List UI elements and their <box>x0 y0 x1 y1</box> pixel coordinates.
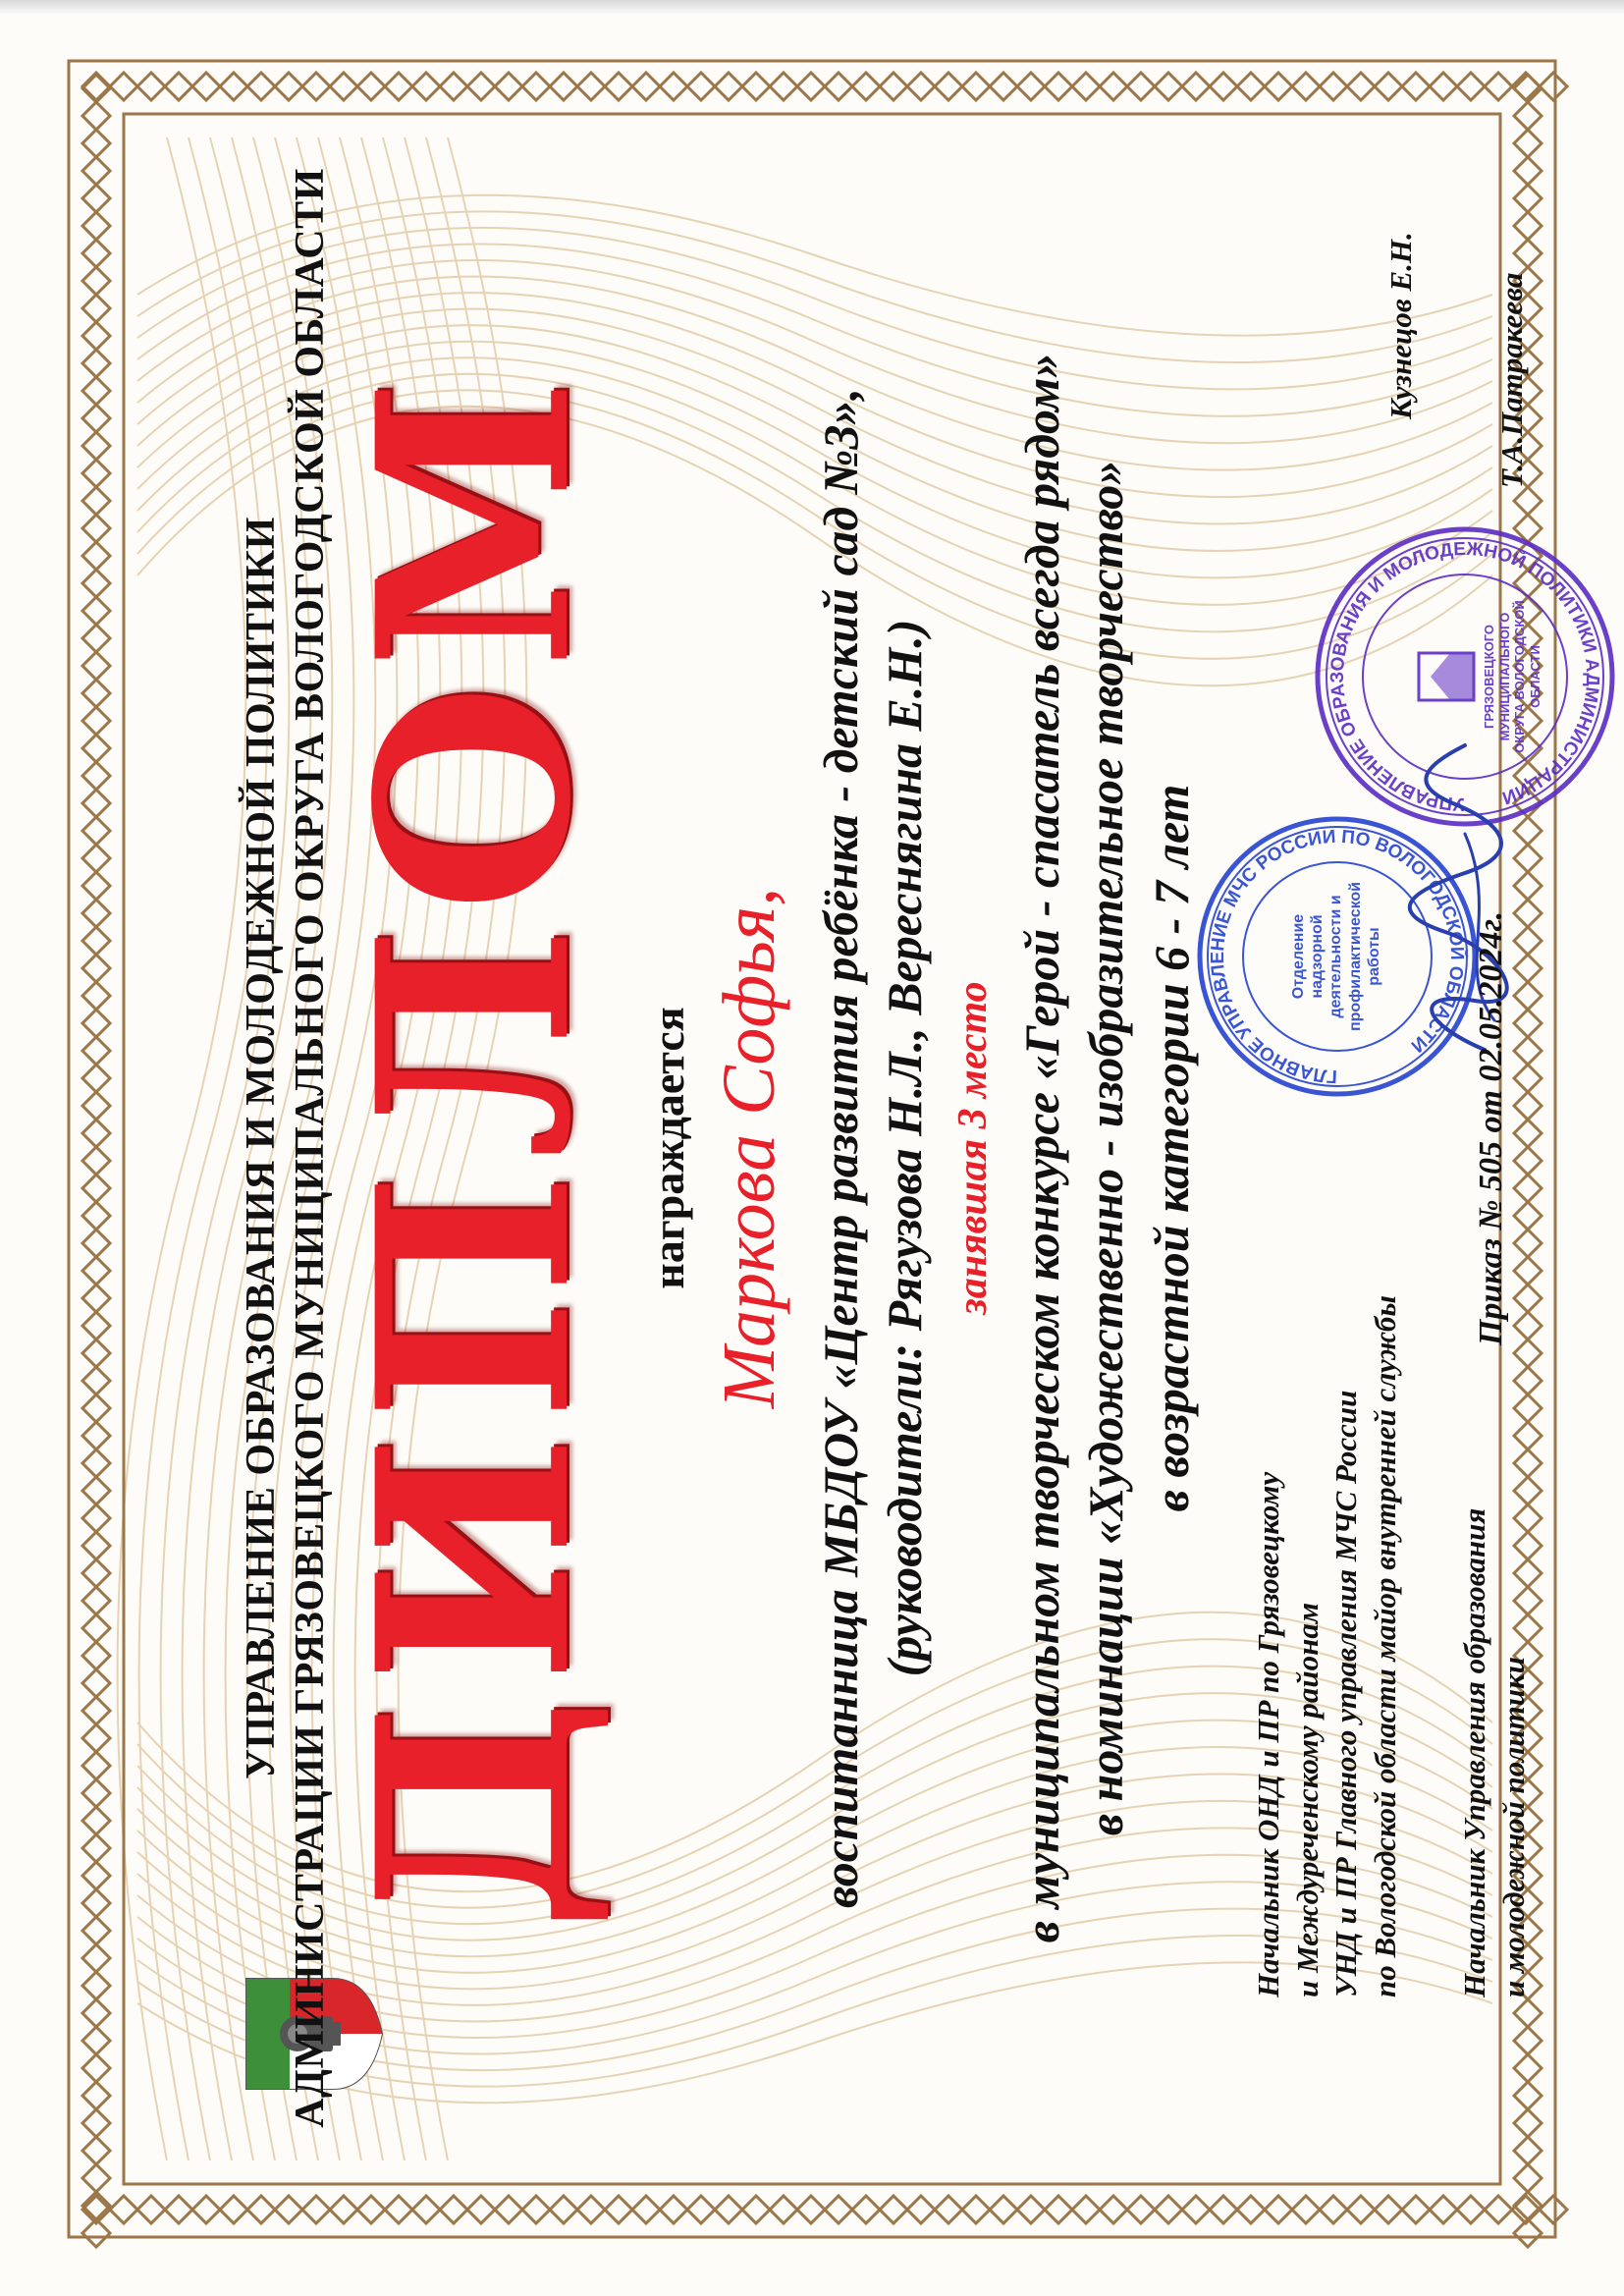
border-motif <box>1210 2196 1237 2223</box>
border-motif <box>742 73 770 100</box>
border-motif <box>275 73 302 100</box>
border-motif <box>1514 2219 1542 2247</box>
signatory-1-position-line: по Вологодской области майор внутренней службы <box>1368 1295 1403 1997</box>
border-motif <box>330 2196 357 2223</box>
border-motif <box>1017 2196 1045 2223</box>
border-motif <box>220 2196 247 2223</box>
border-motif <box>742 2196 770 2223</box>
border-motif <box>770 73 797 100</box>
border-motif <box>1127 2196 1155 2223</box>
place-text: занявшая 3 место <box>950 981 996 1315</box>
diploma-title: ДИПЛОМ <box>320 364 629 1932</box>
border-motif <box>962 2196 990 2223</box>
border-motif <box>1265 2196 1292 2223</box>
border-motif <box>962 73 990 100</box>
border-motif <box>495 2196 522 2223</box>
border-motif <box>1100 2196 1127 2223</box>
border-motif <box>1292 73 1320 100</box>
signatory-2-position-line: и молодежной политики <box>1495 1657 1531 1997</box>
border-motif <box>1430 2196 1457 2223</box>
border-motif <box>715 2196 742 2223</box>
border-motif <box>1100 73 1127 100</box>
border-motif <box>1375 2196 1402 2223</box>
border-motif <box>385 73 412 100</box>
institution-line: воспитанница МБДОУ «Центр развития ребёнка - детский сад №3», <box>813 388 868 1908</box>
border-motif <box>440 2196 467 2223</box>
border-motif <box>687 73 715 100</box>
border-motif <box>687 2196 715 2223</box>
border-motif <box>412 2196 440 2223</box>
border-motif <box>880 2196 907 2223</box>
place-wrap <box>949 97 997 2199</box>
border-motif <box>1430 73 1457 100</box>
border-motif <box>330 73 357 100</box>
border-motif <box>550 2196 577 2223</box>
border-motif <box>990 2196 1017 2223</box>
awardee-wrap <box>707 97 792 2199</box>
border-motif <box>1182 2196 1210 2223</box>
border-motif <box>357 2196 385 2223</box>
border-motif <box>907 2196 935 2223</box>
border-motif <box>302 73 330 100</box>
header-line-2: АДМИНИСТРАЦИИ ГРЯЗОВЕЦКОГО МУНИЦИПАЛЬНОГО ОКРУГА ВОЛОГОДСКОЙ ОБЛАСТИ <box>288 168 333 2128</box>
border-motif <box>1210 73 1237 100</box>
border-motif <box>1540 73 1567 100</box>
border-motif <box>1347 73 1375 100</box>
border-motif <box>1485 2196 1512 2223</box>
border-motif <box>1045 73 1072 100</box>
border-motif <box>852 2196 880 2223</box>
border-motif <box>1237 73 1265 100</box>
border-motif <box>1017 73 1045 100</box>
border-motif <box>550 73 577 100</box>
stamp-emblem-icon <box>1419 653 1474 700</box>
border-motif <box>1155 73 1182 100</box>
border-motif <box>990 73 1017 100</box>
border-motif <box>632 73 660 100</box>
border-motif <box>467 2196 495 2223</box>
border-motif <box>467 73 495 100</box>
border-motif <box>1320 2196 1347 2223</box>
stamp-purple-ring-text: УПРАВЛЕНИЕ ОБРАЗОВАНИЯ И МОЛОДЕЖНОЙ ПОЛИТИКИ АДМИНИСТРАЦИИ <box>1326 538 1603 815</box>
border-motif <box>660 2196 687 2223</box>
certificate-content <box>100 97 1603 2199</box>
border-motif <box>440 73 467 100</box>
signatory-1-position-line: Начальник ОНД и ПР по Грязовецкому <box>1251 1471 1285 1997</box>
border-motif <box>1320 73 1347 100</box>
border-motif <box>1292 2196 1320 2223</box>
border-motif <box>715 73 742 100</box>
awarded-label: награждается <box>643 1007 693 1289</box>
border-motif <box>660 73 687 100</box>
border-motif <box>1457 2196 1485 2223</box>
signatory-2-name: Т.А.Патракеева <box>1494 272 1529 488</box>
border-motif <box>1237 2196 1265 2223</box>
border-motif <box>275 2196 302 2223</box>
border-motif <box>1402 73 1430 100</box>
border-motif <box>797 2196 825 2223</box>
border-motif <box>577 2196 605 2223</box>
border-motif <box>1375 73 1402 100</box>
header-line-1: УПРАВЛЕНИЕ ОБРАЗОВАНИЯ И МОЛОДЕЖНОЙ ПОЛИТИКИ <box>239 517 284 1779</box>
border-motif <box>192 73 220 100</box>
signatory-1-name: Кузнецов Е.Н. <box>1383 232 1418 419</box>
border-motif <box>192 2196 220 2223</box>
stamp-blue-center-text: Отделение надзорной деятельности и профилактической работы <box>1290 881 1382 1032</box>
border-motif <box>1347 2196 1375 2223</box>
contest-line: в муниципальном творческом конкурсе «Герой - спасатель всегда рядом» <box>1014 353 1069 1943</box>
border-motif <box>385 2196 412 2223</box>
border-motif <box>137 2196 165 2223</box>
leaders-line: (руководители: Рягузова Н.Л., Вереснягина Е.Н.) <box>877 619 932 1677</box>
border-motif <box>357 73 385 100</box>
border-motif <box>247 73 275 100</box>
border-motif <box>522 73 550 100</box>
border-motif <box>137 73 165 100</box>
border-motif <box>1402 2196 1430 2223</box>
border-motif <box>797 73 825 100</box>
border-motif <box>1072 2196 1100 2223</box>
awardee-name: Маркова Софья, <box>708 887 790 1409</box>
border-motif <box>907 73 935 100</box>
border-motif <box>770 2196 797 2223</box>
border-motif <box>302 2196 330 2223</box>
border-motif <box>412 73 440 100</box>
border-motif <box>165 73 192 100</box>
border-motif <box>1540 2196 1567 2223</box>
border-motif <box>220 73 247 100</box>
signatory-1-position-line: УНД и ПР Главного управления МЧС России <box>1328 1390 1364 1997</box>
border-motif <box>1072 73 1100 100</box>
nomination-line: в номинации «Художественно - изобразительное творчество» <box>1078 460 1133 1836</box>
border-motif <box>605 2196 632 2223</box>
border-motif <box>825 73 852 100</box>
signatory-2-position-line: Начальник Управления образования <box>1457 1507 1491 1997</box>
border-motif <box>1127 73 1155 100</box>
border-motif <box>935 73 962 100</box>
border-motif <box>852 73 880 100</box>
border-motif <box>495 73 522 100</box>
border-motif <box>1265 73 1292 100</box>
signatory-1-position <box>1249 1295 1405 1997</box>
stamp-blue-ring-text: ГЛАВНОЕ УПРАВЛЕНИЕ МЧС РОССИИ ПО ВОЛОГОДСКОЙ ОБЛАСТИ <box>1207 826 1468 1087</box>
border-motif <box>110 2196 137 2223</box>
border-motif <box>1155 2196 1182 2223</box>
border-motif <box>165 2196 192 2223</box>
border-motif <box>110 73 137 100</box>
border-motif <box>632 2196 660 2223</box>
border-motif <box>82 73 110 100</box>
order-wrap <box>1470 78 1513 2179</box>
border-motif <box>880 73 907 100</box>
border-motif <box>247 2196 275 2223</box>
border-motif <box>522 2196 550 2223</box>
order-text: Приказ № 505 от 02.05.2024г. <box>1473 910 1509 1346</box>
border-motif <box>935 2196 962 2223</box>
border-motif <box>577 73 605 100</box>
border-motif <box>605 73 632 100</box>
signatory-1-position-line: и Междуреченскому районам <box>1289 1602 1325 1997</box>
age-line: в возрастной категории 6 - 7 лет <box>1144 784 1199 1512</box>
border-motif <box>825 2196 852 2223</box>
diploma-title-wrap <box>320 97 629 2199</box>
border-motif <box>1182 73 1210 100</box>
border-motif <box>1045 2196 1072 2223</box>
stamp-purple-center-text: ГРЯЗОВЕЦКОГО МУНИЦИПАЛЬНОГО ОКРУГА ВОЛОГОДСКОЙ ОБЛАСТИ <box>1482 600 1543 753</box>
